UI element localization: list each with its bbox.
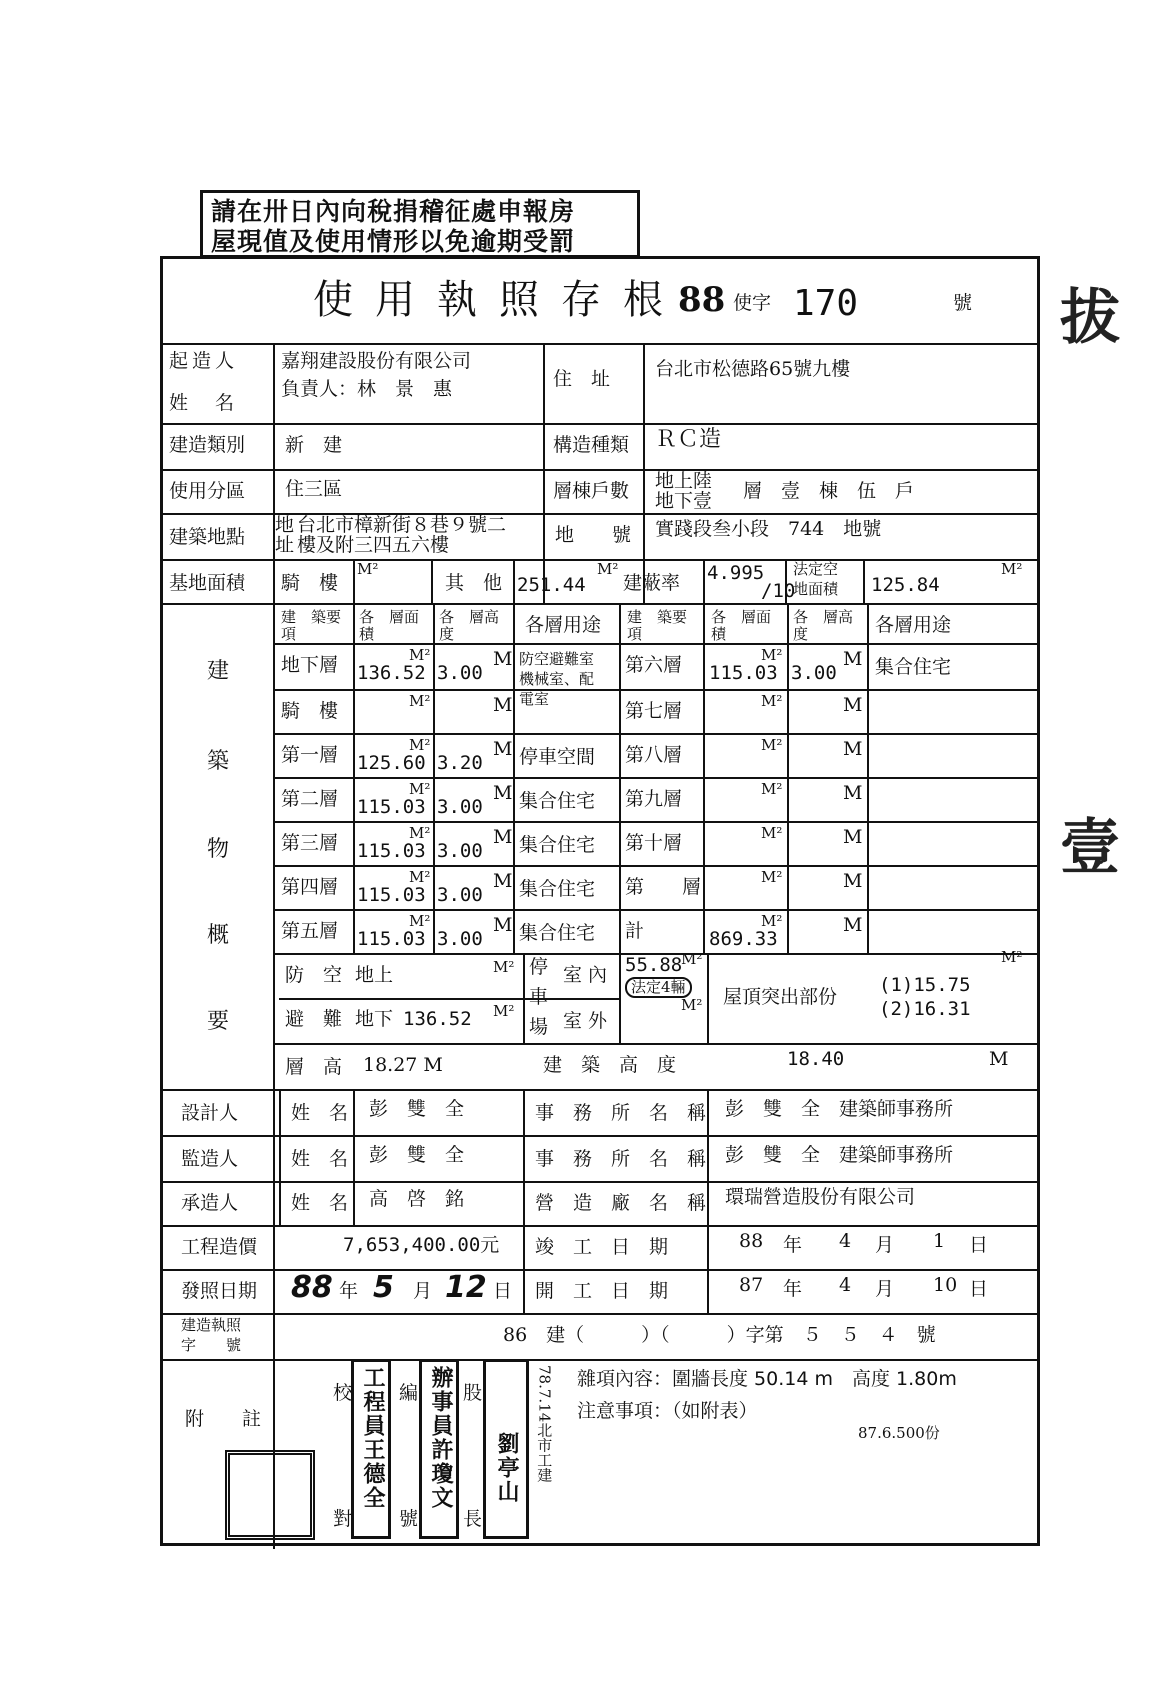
issue-nian: 年 [339,1280,359,1302]
floors_left-row-4-height: 3.00 [437,840,483,862]
site-address-1: 台北市樟新街８巷９號二 [297,514,507,536]
site-address-2: 樓及附三四五六樓 [297,534,450,556]
stamp-edit-label-2: 號 [399,1508,419,1530]
building-height-unit: M [989,1048,1009,1070]
other-unit: M² [597,560,619,578]
cost-value: 7,653,400.00元 [343,1234,500,1256]
contractor-org-label: 營 造 廠 名 稱 [535,1192,707,1214]
date-stamp: 78.7.14北市工建 [535,1365,554,1483]
issue-year: 88 [291,1270,333,1305]
clerk-stamp-text: 辦事員許瓊文 [428,1366,454,1510]
shelter-below-unit: M² [493,1002,515,1020]
building-height-value: 18.40 [787,1048,845,1070]
floors_left-row-6-use: 集合住宅 [519,922,596,944]
floors_right-row-4-height-unit: M [843,826,863,848]
notes-attention: 注意事項：（如附表） [577,1400,758,1422]
start-yue: 月 [875,1278,895,1300]
hdr-height-r: 各 層高 度 [793,608,869,644]
shelter-label-1: 防 空 [285,964,343,986]
notice-box [200,190,640,258]
floors_left-row-3-area-unit: M² [409,780,431,798]
parking-label-2: 車 [529,986,549,1008]
floors_left-row-0-area: 136.52 [357,662,426,684]
supervisor-role: 監造人 [181,1148,239,1170]
other-value: 251.44 [517,574,586,596]
floors_right-row-3-height-unit: M [843,782,863,804]
start-year: 87 [739,1274,764,1296]
floors_right-row-0-area-unit: M² [761,646,783,664]
designer-org-label: 事 務 所 名 稱 [535,1102,707,1124]
floors_right-row-0-height: 3.00 [791,662,837,684]
permit-char: 使字 [733,292,772,314]
side-char-top: 拔 [1060,283,1120,353]
side-char-mid: 壹 [1060,813,1120,883]
permit-number: 170 [793,283,859,324]
shelter-below-value: 136.52 [403,1008,472,1030]
start-nian: 年 [783,1278,803,1300]
hdr-area: 各 層面 積 [359,608,435,644]
hdr-item-r: 建 築要 項 [627,608,703,644]
engineer-stamp-text: 工程員王德全 [360,1366,386,1510]
floors_left-row-6-area-unit: M² [409,912,431,930]
cost-label: 工程造價 [181,1236,258,1258]
floors_right-row-4-name: 第十層 [625,832,683,854]
arcade-unit: M² [357,560,379,578]
floors_left-row-1-height-unit: M [493,694,513,716]
stamp-section-label-2: 長 [463,1508,483,1530]
zone-label: 使用分區 [169,480,246,502]
floors_right-row-2-height-unit: M [843,738,863,760]
shelter-label-2: 避 難 [285,1008,343,1030]
address-label: 住 址 [553,368,611,390]
bldg-label-4: 概 [207,923,230,948]
parking-indoor-unit: M² [681,950,703,968]
parking-outdoor-label: 室 外 [563,1010,608,1032]
floors_right-row-4-area-unit: M² [761,824,783,842]
floors_left-row-5-area-unit: M² [409,868,431,886]
bldg-label-5: 要 [207,1009,230,1034]
chief-stamp [483,1359,529,1539]
floors_left-row-5-height-unit: M [493,870,513,892]
floors_left-row-3-area: 115.03 [357,796,426,818]
floor-height-label: 層 高 [285,1056,343,1078]
open-value: 125.84 [871,574,940,596]
complete-nian: 年 [783,1234,803,1256]
issue-ri: 日 [493,1280,513,1302]
floors_left-row-2-area: 125.60 [357,752,426,774]
clerk-stamp [419,1359,459,1539]
floors_right-row-2-name: 第八層 [625,744,683,766]
floors_left-row-3-height-unit: M [493,782,513,804]
floors_left-row-6-height-unit: M [493,914,513,936]
floors_left-row-0-area-unit: M² [409,646,431,664]
floors_left-row-5-name: 第四層 [281,876,339,898]
floors_left-row-0-height: 3.00 [437,662,483,684]
floors_right-row-6-area: 869.33 [709,928,778,950]
roof-label: 屋頂突出部份 [723,986,838,1008]
roof-unit: M² [1001,948,1023,966]
permit-label-1: 建造執照 [181,1316,242,1334]
floors_left-row-0-use: 防空避難室機械室、配電室 [519,650,595,708]
engineer-stamp [351,1359,391,1539]
issue-yue: 月 [413,1280,433,1302]
designer-name-label: 姓 名 [291,1102,349,1124]
roof-value-1: (1)15.75 [879,974,971,996]
floors-below: 地下壹 [655,490,713,512]
issue-day: 12 [445,1270,487,1305]
structure-value: ＲＣ造 [655,427,722,452]
floors_right-row-5-area-unit: M² [761,868,783,886]
lot-label: 地 號 [555,524,632,546]
coverage-denom: /10 [761,580,796,602]
designer-role: 設計人 [181,1102,239,1124]
floors_left-row-4-use: 集合住宅 [519,834,596,856]
notes-label: 附 註 [185,1408,262,1430]
floor-height-value: 18.27 M [363,1054,443,1076]
permit-text: 86 建（ ）（ ）字第 ５ ５ ４ 號 [503,1324,936,1346]
stamp-check-label: 校 [333,1382,353,1404]
floors_left-row-6-height: 3.00 [437,928,483,950]
floors_right-row-1-height-unit: M [843,694,863,716]
floors_right-row-2-area-unit: M² [761,736,783,754]
page-title: 使用執照存根 [313,277,685,323]
floors_left-row-0-height-unit: M [493,648,513,670]
hdr-use: 各層用途 [525,614,602,636]
supervisor-org-label: 事 務 所 名 稱 [535,1148,707,1170]
lot-value: 實踐段叁小段 744 地號 [655,518,882,540]
floors_left-row-4-area: 115.03 [357,840,426,862]
applicant-address: 台北市松德路65號九樓 [655,358,851,380]
floors_left-row-1-area-unit: M² [409,692,431,710]
bldg-label-3: 物 [207,837,230,862]
complete-ri: 日 [969,1234,989,1256]
site-addr-label-2: 址 [275,534,295,556]
complete-label: 竣 工 日 期 [535,1236,669,1258]
floors_left-row-4-area-unit: M² [409,824,431,842]
coverage-label: 建蔽率 [623,572,681,594]
official-seal [225,1450,315,1540]
arcade-label: 騎 樓 [281,572,339,594]
structure-label: 構造種類 [553,434,630,456]
contractor-name-label: 姓 名 [291,1192,349,1214]
construction-type-label: 建造類別 [169,434,246,456]
shelter-above-label: 地上 [355,964,394,986]
floors_left-row-4-name: 第三層 [281,832,339,854]
start-month: 4 [839,1274,852,1296]
area-label: 基地面積 [169,572,246,594]
floors-above: 地上陸 [655,470,713,492]
applicant-name-label: 姓 名 [169,392,239,414]
floors_left-row-4-height-unit: M [493,826,513,848]
open-unit: M² [1001,560,1023,578]
issue-label: 發照日期 [181,1280,258,1302]
zone-value: 住三區 [285,478,343,500]
contractor-org: 環瑞營造股份有限公司 [725,1186,916,1208]
other-label: 其 他 [445,572,503,594]
floors_left-row-6-name: 第五層 [281,920,339,942]
floors_left-row-3-height: 3.00 [437,796,483,818]
supervisor-org: 彭 雙 全 建築師事務所 [725,1144,954,1166]
issue-month: 5 [373,1270,394,1305]
contractor-role: 承造人 [181,1192,239,1214]
start-ri: 日 [969,1278,989,1300]
floors_left-row-3-name: 第二層 [281,788,339,810]
applicant-responsible: 負責人：林 景 惠 [281,378,453,400]
supervisor-name: 彭 雙 全 [369,1144,465,1166]
site-addr-label-1: 地 [275,514,295,536]
open-label-1: 法定空 [793,560,839,578]
parking-indoor-value: 55.88 [625,954,683,976]
floors_left-row-6-area: 115.03 [357,928,426,950]
bldg-label-2: 築 [207,749,230,774]
hdr-item: 建 築要 項 [281,608,357,644]
complete-day: 1 [933,1230,946,1252]
hdr-height: 各 層高 度 [439,608,515,644]
notice-line-1: 請在卅日內向稅捐稽征處申報房 [211,197,576,226]
floors_right-row-0-area: 115.03 [709,662,778,684]
floors_right-row-1-area-unit: M² [761,692,783,710]
floors_right-row-5-name: 第 層 [625,876,702,898]
contractor-name: 高 啓 銘 [369,1188,465,1210]
floors_right-row-5-height-unit: M [843,870,863,892]
floors_left-row-0-name: 地下層 [281,654,339,676]
floors_left-row-2-height: 3.20 [437,752,483,774]
floors_right-row-0-name: 第六層 [625,654,683,676]
hdr-area-r: 各 層面 積 [711,608,787,644]
hdr-use-r: 各層用途 [875,614,952,636]
notes-misc: 雜項內容：圍牆長度 50.14 m 高度 1.80m [577,1368,957,1390]
permit-label-2: 字 號 [181,1336,242,1354]
shelter-below-label: 地下 [355,1008,394,1030]
parking-label-3: 場 [529,1016,549,1038]
floors_left-row-2-name: 第一層 [281,744,339,766]
floors_right-row-3-name: 第九層 [625,788,683,810]
shelter-above-unit: M² [493,958,515,976]
floors_left-row-3-use: 集合住宅 [519,790,596,812]
open-label-2: 地面積 [793,580,839,598]
chief-stamp-text: 劉亭山 [494,1432,520,1504]
applicant-label: 起造人 [169,350,239,372]
floors_right-row-0-height-unit: M [843,648,863,670]
parking-outdoor-unit: M² [681,996,703,1014]
floors_left-row-2-height-unit: M [493,738,513,760]
bldg-label-1: 建 [207,659,230,684]
building-height-label: 建 築 高 度 [543,1054,677,1076]
floors_left-row-2-use: 停車空間 [519,746,596,768]
supervisor-name-label: 姓 名 [291,1148,349,1170]
floors_right-row-0-use: 集合住宅 [875,656,952,678]
stamp-edit-label: 編 [399,1382,419,1404]
permit-form [160,256,1040,1546]
start-label: 開 工 日 期 [535,1280,669,1302]
parking-indoor-note: 法定4輛 [625,977,692,998]
floors_left-row-5-height: 3.00 [437,884,483,906]
permit-suffix: 號 [953,292,973,314]
stamp-check-label-2: 對 [333,1508,353,1530]
complete-year: 88 [739,1230,764,1252]
parking-indoor-label: 室 內 [563,964,608,986]
floors_right-row-1-name: 第七層 [625,700,683,722]
floors_left-row-5-use: 集合住宅 [519,878,596,900]
print-mark: 87.6.500份 [858,1424,940,1442]
parking-label-1: 停 [529,956,549,978]
start-day: 10 [933,1274,958,1296]
complete-month: 4 [839,1230,852,1252]
floors_right-row-3-area-unit: M² [761,780,783,798]
roof-value-2: (2)16.31 [879,998,971,1020]
floors_right-row-6-height-unit: M [843,914,863,936]
floors_right-row-6-name: 計 [625,920,645,942]
stamp-section-label: 股 [463,1382,483,1404]
site-label: 建築地點 [169,526,246,548]
construction-type: 新 建 [285,434,343,456]
designer-org: 彭 雙 全 建築師事務所 [725,1098,954,1120]
applicant-company: 嘉翔建設股份有限公司 [281,350,472,372]
units-label: 層棟戶數 [553,480,630,502]
designer-name: 彭 雙 全 [369,1098,465,1120]
notice-line-2: 屋現值及使用情形以免逾期受罰 [211,227,576,256]
floors_right-row-6-area-unit: M² [761,912,783,930]
units-text: 層 壹 棟 伍 戶 [743,480,915,502]
coverage-value: 4.995 [707,562,765,584]
floors_left-row-5-area: 115.03 [357,884,426,906]
complete-yue: 月 [875,1234,895,1256]
floors_left-row-2-area-unit: M² [409,736,431,754]
floors_left-row-1-name: 騎 樓 [281,700,339,722]
permit-year: 88 [678,280,726,320]
